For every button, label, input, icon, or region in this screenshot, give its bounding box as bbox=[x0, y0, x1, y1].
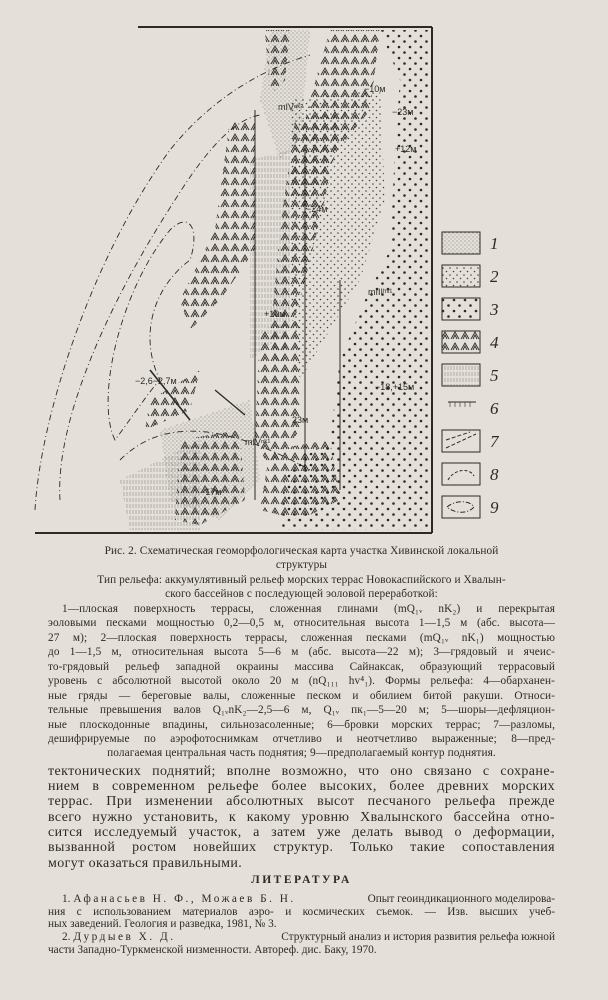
legend-number: 5 bbox=[490, 366, 499, 385]
caption-line: уровень с абсолютной высотой около 20 м (nQ₁₁₁ hv⁴₁). Формы рельефа: 4—обарханен- bbox=[48, 675, 555, 687]
caption-line: тельные превышения валов Q₁ᵥnK₂—2,5—6 м, Q₁ᵥ пк₁—5—20 м; 5—шоры—дефляцион- bbox=[48, 704, 555, 716]
caption-title: Рис. 2. Схематическая геоморфологическая карта участка Хивинской локальной bbox=[104, 545, 499, 557]
reference-text: ных заведений. Геология и разведка, 1981, № 3. bbox=[48, 918, 277, 930]
map-label: 23м bbox=[292, 415, 309, 425]
caption-line: до 1—1,5 м, относительная высота 5—6 м (абс. высота—22 м); 3—грядовый и ячеис- bbox=[48, 646, 555, 658]
map-label: −24м bbox=[306, 204, 328, 214]
reference-authors: Афанасьев Н. Ф., Можаев Б. Н. bbox=[73, 893, 296, 905]
reference-authors: Дурдыев Х. Д. bbox=[73, 931, 176, 943]
map-label: −10м bbox=[364, 84, 386, 94]
caption-title: структуры bbox=[275, 559, 328, 571]
caption-subtitle: ского бассейнов с последующей эоловой переработкой: bbox=[165, 588, 438, 600]
map-label: −2,6−2,7м bbox=[135, 376, 177, 386]
reference-text: части Западно-Туркменской низменности. Автореф. дис. Баку, 1970. bbox=[48, 944, 377, 956]
map-label: −18,+15м bbox=[375, 382, 415, 392]
map-label: mIIIʰᵛ¹ bbox=[368, 287, 393, 297]
body-line: могут оказаться правильными. bbox=[48, 856, 243, 871]
legend-number: 8 bbox=[490, 465, 499, 484]
map-label: mIVⁿᵏ¹ bbox=[245, 437, 271, 447]
caption-line: полагаемая центральная часть поднятия; 9—предполагаемый контур поднятия. bbox=[107, 747, 496, 759]
caption-line: дешифрируемые по аэрофотоснимкам отчетливо и неотчетливо выраженные; 8—пред- bbox=[48, 733, 555, 745]
reference-text: Структурный анализ и история развития рельефа южной bbox=[281, 931, 555, 943]
caption-line: эоловыми песками мощностью 0,2—0,5 м, относительная высота 1—1,5 м (абс. высота— bbox=[48, 617, 555, 629]
map-label: +12м bbox=[395, 144, 417, 154]
map-label: −17м bbox=[200, 487, 222, 497]
body-line: террас. При изменении абсолютных высот песчаного рельефа прежде bbox=[48, 794, 555, 809]
reference-number: 1. bbox=[62, 893, 71, 905]
reference-number: 2. bbox=[62, 931, 71, 943]
caption-line: то-грядовый рельеф западной окраины массива Сайнаксак, образующий террасовый bbox=[48, 661, 555, 673]
body-line: вызванной ростом новейших структур. Только такие сопоставления bbox=[48, 840, 555, 855]
body-line: нием в современном рельефе более высоких, более древних морских bbox=[48, 779, 555, 794]
legend-number: 3 bbox=[490, 300, 499, 319]
caption-line: 1—плоская поверхность террасы, сложенная глинами (mQ₁ᵥ nK₂) и перекрытая bbox=[62, 603, 555, 615]
map-label: +10м bbox=[264, 309, 286, 319]
body-line: всего нужно установить, к какому уровню Хвалынского бассейна отно- bbox=[48, 810, 555, 825]
caption-line: ные плоскодонные впадины, сильнозасоленные; 6—бровки морских террас; 7—разломы, bbox=[48, 719, 555, 731]
legend-number: 1 bbox=[490, 234, 499, 253]
legend-number: 7 bbox=[490, 432, 499, 451]
reference-text: Опыт геоиндикационного моделирова- bbox=[367, 893, 555, 905]
legend-number: 4 bbox=[490, 333, 499, 352]
map-label: mIVⁿᵏ² bbox=[278, 102, 304, 112]
legend-number: 6 bbox=[490, 399, 499, 418]
map-label: −23м bbox=[392, 107, 414, 117]
caption-line: 27 м); 2—плоская поверхность террасы, сложенная песками (mQ₁ᵥ nK₁) мощностью bbox=[48, 632, 555, 644]
map-legend bbox=[442, 232, 500, 518]
references-heading: ЛИТЕРАТУРА bbox=[251, 874, 352, 886]
reference-item bbox=[62, 893, 555, 906]
reference-text: ния с использованием материалов аэро- и космических съемок. — Изв. высших учеб- bbox=[48, 906, 555, 918]
legend-number: 2 bbox=[490, 267, 499, 286]
caption-subtitle: Тип рельефа: аккумулятивный рельеф морских террас Новокаспийского и Хвалын- bbox=[97, 574, 506, 586]
body-line: тектонических поднятий; вполне возможно, что оно связано с сохране- bbox=[48, 764, 555, 779]
reference-item bbox=[62, 931, 555, 944]
body-line: сится исследуемый участок, а затем уже делать вывод о деформации, bbox=[48, 825, 555, 840]
legend-number: 9 bbox=[490, 498, 499, 517]
caption-line: ные гряды — береговые валы, сложенные песком и обилием битой ракуши. Относи- bbox=[48, 690, 555, 702]
